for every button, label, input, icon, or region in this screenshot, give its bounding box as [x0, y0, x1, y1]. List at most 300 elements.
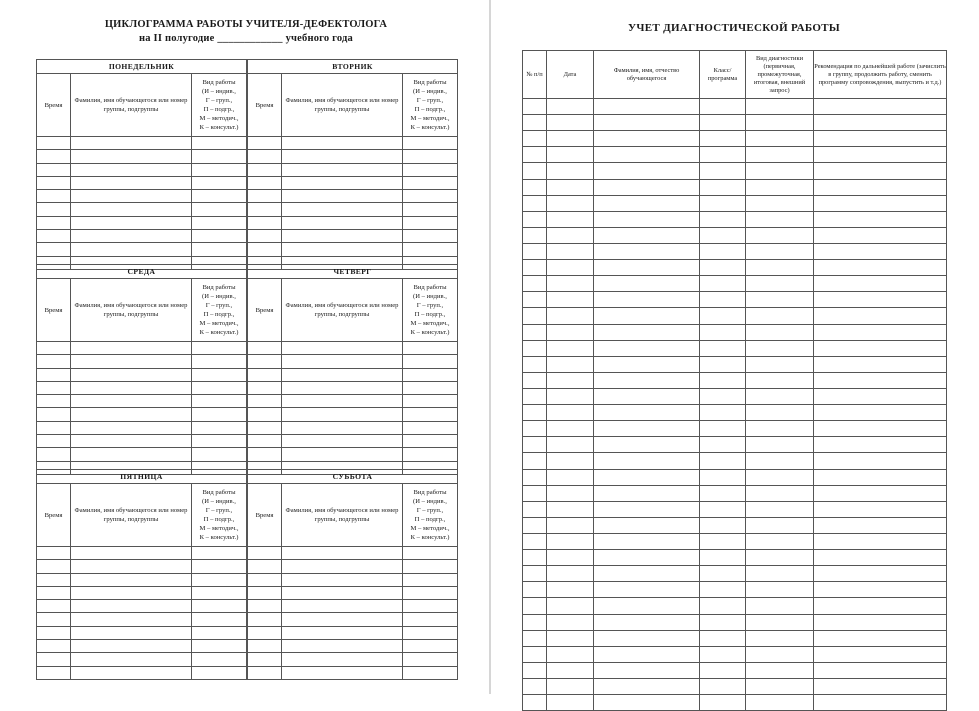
diagnostic-type-cell[interactable] — [746, 662, 814, 678]
time-cell[interactable] — [248, 395, 282, 408]
student-cell[interactable] — [282, 395, 403, 408]
student-cell[interactable] — [282, 586, 403, 599]
class-program-cell[interactable] — [700, 131, 746, 147]
class-program-cell[interactable] — [700, 550, 746, 566]
class-program-cell[interactable] — [700, 598, 746, 614]
student-cell[interactable] — [71, 573, 192, 586]
student-name-cell[interactable] — [594, 131, 700, 147]
student-cell[interactable] — [282, 203, 403, 216]
time-cell[interactable] — [37, 408, 71, 421]
class-program-cell[interactable] — [700, 227, 746, 243]
number-cell[interactable] — [523, 131, 547, 147]
time-cell[interactable] — [248, 381, 282, 394]
time-cell[interactable] — [248, 435, 282, 448]
student-name-cell[interactable] — [594, 372, 700, 388]
recommendation-cell[interactable] — [814, 308, 947, 324]
number-cell[interactable] — [523, 533, 547, 549]
student-name-cell[interactable] — [594, 550, 700, 566]
work-type-cell[interactable] — [192, 626, 247, 639]
student-cell[interactable] — [282, 243, 403, 256]
work-type-cell[interactable] — [403, 368, 458, 381]
time-cell[interactable] — [37, 653, 71, 666]
student-cell[interactable] — [71, 408, 192, 421]
time-cell[interactable] — [248, 190, 282, 203]
recommendation-cell[interactable] — [814, 582, 947, 598]
recommendation-cell[interactable] — [814, 292, 947, 308]
recommendation-cell[interactable] — [814, 131, 947, 147]
diagnostic-type-cell[interactable] — [746, 437, 814, 453]
time-cell[interactable] — [37, 216, 71, 229]
work-type-cell[interactable] — [403, 448, 458, 461]
diagnostic-type-cell[interactable] — [746, 598, 814, 614]
class-program-cell[interactable] — [700, 678, 746, 694]
student-cell[interactable] — [282, 381, 403, 394]
date-cell[interactable] — [547, 115, 594, 131]
date-cell[interactable] — [547, 276, 594, 292]
student-cell[interactable] — [282, 666, 403, 679]
work-type-cell[interactable] — [403, 243, 458, 256]
number-cell[interactable] — [523, 243, 547, 259]
time-cell[interactable] — [37, 368, 71, 381]
student-cell[interactable] — [71, 560, 192, 573]
diagnostic-type-cell[interactable] — [746, 356, 814, 372]
date-cell[interactable] — [547, 582, 594, 598]
student-cell[interactable] — [71, 381, 192, 394]
diagnostic-type-cell[interactable] — [746, 163, 814, 179]
class-program-cell[interactable] — [700, 695, 746, 711]
diagnostic-type-cell[interactable] — [746, 260, 814, 276]
number-cell[interactable] — [523, 163, 547, 179]
work-type-cell[interactable] — [192, 600, 247, 613]
student-cell[interactable] — [282, 560, 403, 573]
date-cell[interactable] — [547, 646, 594, 662]
number-cell[interactable] — [523, 501, 547, 517]
time-cell[interactable] — [37, 381, 71, 394]
student-name-cell[interactable] — [594, 533, 700, 549]
student-cell[interactable] — [282, 368, 403, 381]
time-cell[interactable] — [248, 150, 282, 163]
work-type-cell[interactable] — [192, 203, 247, 216]
number-cell[interactable] — [523, 99, 547, 115]
work-type-cell[interactable] — [403, 342, 458, 355]
student-cell[interactable] — [71, 666, 192, 679]
student-name-cell[interactable] — [594, 614, 700, 630]
class-program-cell[interactable] — [700, 421, 746, 437]
student-cell[interactable] — [282, 600, 403, 613]
work-type-cell[interactable] — [192, 368, 247, 381]
recommendation-cell[interactable] — [814, 501, 947, 517]
class-program-cell[interactable] — [700, 566, 746, 582]
time-cell[interactable] — [248, 666, 282, 679]
student-name-cell[interactable] — [594, 566, 700, 582]
recommendation-cell[interactable] — [814, 533, 947, 549]
student-cell[interactable] — [282, 176, 403, 189]
time-cell[interactable] — [248, 613, 282, 626]
class-program-cell[interactable] — [700, 614, 746, 630]
student-name-cell[interactable] — [594, 99, 700, 115]
recommendation-cell[interactable] — [814, 115, 947, 131]
work-type-cell[interactable] — [192, 421, 247, 434]
student-cell[interactable] — [71, 600, 192, 613]
class-program-cell[interactable] — [700, 324, 746, 340]
number-cell[interactable] — [523, 211, 547, 227]
student-cell[interactable] — [282, 355, 403, 368]
class-program-cell[interactable] — [700, 179, 746, 195]
class-program-cell[interactable] — [700, 630, 746, 646]
student-name-cell[interactable] — [594, 469, 700, 485]
date-cell[interactable] — [547, 421, 594, 437]
work-type-cell[interactable] — [403, 435, 458, 448]
diagnostic-type-cell[interactable] — [746, 372, 814, 388]
student-cell[interactable] — [282, 342, 403, 355]
recommendation-cell[interactable] — [814, 646, 947, 662]
time-cell[interactable] — [248, 243, 282, 256]
work-type-cell[interactable] — [192, 666, 247, 679]
number-cell[interactable] — [523, 630, 547, 646]
date-cell[interactable] — [547, 630, 594, 646]
diagnostic-type-cell[interactable] — [746, 308, 814, 324]
class-program-cell[interactable] — [700, 582, 746, 598]
student-cell[interactable] — [282, 408, 403, 421]
student-name-cell[interactable] — [594, 292, 700, 308]
time-cell[interactable] — [37, 190, 71, 203]
class-program-cell[interactable] — [700, 453, 746, 469]
diagnostic-type-cell[interactable] — [746, 501, 814, 517]
number-cell[interactable] — [523, 147, 547, 163]
class-program-cell[interactable] — [700, 276, 746, 292]
work-type-cell[interactable] — [403, 600, 458, 613]
work-type-cell[interactable] — [403, 666, 458, 679]
date-cell[interactable] — [547, 437, 594, 453]
student-name-cell[interactable] — [594, 678, 700, 694]
student-cell[interactable] — [71, 176, 192, 189]
student-name-cell[interactable] — [594, 324, 700, 340]
date-cell[interactable] — [547, 356, 594, 372]
student-name-cell[interactable] — [594, 115, 700, 131]
time-cell[interactable] — [248, 176, 282, 189]
number-cell[interactable] — [523, 356, 547, 372]
work-type-cell[interactable] — [403, 176, 458, 189]
diagnostic-type-cell[interactable] — [746, 614, 814, 630]
class-program-cell[interactable] — [700, 115, 746, 131]
work-type-cell[interactable] — [403, 560, 458, 573]
work-type-cell[interactable] — [192, 613, 247, 626]
student-cell[interactable] — [71, 613, 192, 626]
recommendation-cell[interactable] — [814, 227, 947, 243]
date-cell[interactable] — [547, 453, 594, 469]
time-cell[interactable] — [37, 203, 71, 216]
work-type-cell[interactable] — [192, 137, 247, 150]
date-cell[interactable] — [547, 227, 594, 243]
number-cell[interactable] — [523, 195, 547, 211]
diagnostic-type-cell[interactable] — [746, 131, 814, 147]
class-program-cell[interactable] — [700, 340, 746, 356]
recommendation-cell[interactable] — [814, 276, 947, 292]
diagnostic-type-cell[interactable] — [746, 550, 814, 566]
student-cell[interactable] — [71, 586, 192, 599]
recommendation-cell[interactable] — [814, 388, 947, 404]
time-cell[interactable] — [248, 560, 282, 573]
student-name-cell[interactable] — [594, 517, 700, 533]
work-type-cell[interactable] — [192, 176, 247, 189]
work-type-cell[interactable] — [403, 547, 458, 560]
recommendation-cell[interactable] — [814, 179, 947, 195]
date-cell[interactable] — [547, 340, 594, 356]
work-type-cell[interactable] — [192, 560, 247, 573]
recommendation-cell[interactable] — [814, 372, 947, 388]
student-cell[interactable] — [71, 203, 192, 216]
student-cell[interactable] — [71, 150, 192, 163]
date-cell[interactable] — [547, 147, 594, 163]
recommendation-cell[interactable] — [814, 195, 947, 211]
recommendation-cell[interactable] — [814, 695, 947, 711]
time-cell[interactable] — [37, 666, 71, 679]
recommendation-cell[interactable] — [814, 453, 947, 469]
student-cell[interactable] — [71, 216, 192, 229]
time-cell[interactable] — [37, 342, 71, 355]
work-type-cell[interactable] — [403, 216, 458, 229]
student-cell[interactable] — [71, 435, 192, 448]
class-program-cell[interactable] — [700, 356, 746, 372]
date-cell[interactable] — [547, 517, 594, 533]
time-cell[interactable] — [248, 230, 282, 243]
work-type-cell[interactable] — [192, 381, 247, 394]
class-program-cell[interactable] — [700, 147, 746, 163]
date-cell[interactable] — [547, 308, 594, 324]
date-cell[interactable] — [547, 324, 594, 340]
student-name-cell[interactable] — [594, 485, 700, 501]
student-cell[interactable] — [282, 640, 403, 653]
class-program-cell[interactable] — [700, 99, 746, 115]
diagnostic-type-cell[interactable] — [746, 517, 814, 533]
recommendation-cell[interactable] — [814, 340, 947, 356]
work-type-cell[interactable] — [192, 190, 247, 203]
work-type-cell[interactable] — [403, 408, 458, 421]
number-cell[interactable] — [523, 421, 547, 437]
recommendation-cell[interactable] — [814, 469, 947, 485]
date-cell[interactable] — [547, 195, 594, 211]
diagnostic-type-cell[interactable] — [746, 243, 814, 259]
work-type-cell[interactable] — [192, 150, 247, 163]
work-type-cell[interactable] — [403, 381, 458, 394]
student-cell[interactable] — [282, 163, 403, 176]
date-cell[interactable] — [547, 292, 594, 308]
time-cell[interactable] — [248, 368, 282, 381]
number-cell[interactable] — [523, 324, 547, 340]
recommendation-cell[interactable] — [814, 211, 947, 227]
date-cell[interactable] — [547, 695, 594, 711]
class-program-cell[interactable] — [700, 163, 746, 179]
student-name-cell[interactable] — [594, 179, 700, 195]
student-cell[interactable] — [71, 243, 192, 256]
work-type-cell[interactable] — [403, 421, 458, 434]
student-name-cell[interactable] — [594, 630, 700, 646]
work-type-cell[interactable] — [192, 573, 247, 586]
student-cell[interactable] — [282, 613, 403, 626]
time-cell[interactable] — [248, 600, 282, 613]
student-cell[interactable] — [71, 653, 192, 666]
student-cell[interactable] — [282, 421, 403, 434]
student-name-cell[interactable] — [594, 340, 700, 356]
diagnostic-type-cell[interactable] — [746, 695, 814, 711]
diagnostic-type-cell[interactable] — [746, 582, 814, 598]
number-cell[interactable] — [523, 598, 547, 614]
recommendation-cell[interactable] — [814, 260, 947, 276]
student-cell[interactable] — [71, 626, 192, 639]
class-program-cell[interactable] — [700, 211, 746, 227]
class-program-cell[interactable] — [700, 501, 746, 517]
diagnostic-type-cell[interactable] — [746, 646, 814, 662]
time-cell[interactable] — [248, 640, 282, 653]
student-name-cell[interactable] — [594, 388, 700, 404]
recommendation-cell[interactable] — [814, 485, 947, 501]
date-cell[interactable] — [547, 485, 594, 501]
time-cell[interactable] — [37, 395, 71, 408]
student-cell[interactable] — [71, 640, 192, 653]
number-cell[interactable] — [523, 582, 547, 598]
student-name-cell[interactable] — [594, 260, 700, 276]
student-name-cell[interactable] — [594, 308, 700, 324]
time-cell[interactable] — [248, 547, 282, 560]
number-cell[interactable] — [523, 388, 547, 404]
work-type-cell[interactable] — [192, 342, 247, 355]
number-cell[interactable] — [523, 437, 547, 453]
student-cell[interactable] — [282, 547, 403, 560]
number-cell[interactable] — [523, 227, 547, 243]
student-name-cell[interactable] — [594, 211, 700, 227]
number-cell[interactable] — [523, 662, 547, 678]
recommendation-cell[interactable] — [814, 163, 947, 179]
time-cell[interactable] — [37, 435, 71, 448]
work-type-cell[interactable] — [403, 395, 458, 408]
student-cell[interactable] — [282, 137, 403, 150]
work-type-cell[interactable] — [192, 163, 247, 176]
work-type-cell[interactable] — [192, 230, 247, 243]
class-program-cell[interactable] — [700, 469, 746, 485]
date-cell[interactable] — [547, 388, 594, 404]
date-cell[interactable] — [547, 99, 594, 115]
date-cell[interactable] — [547, 211, 594, 227]
number-cell[interactable] — [523, 276, 547, 292]
date-cell[interactable] — [547, 163, 594, 179]
date-cell[interactable] — [547, 243, 594, 259]
recommendation-cell[interactable] — [814, 566, 947, 582]
diagnostic-type-cell[interactable] — [746, 533, 814, 549]
diagnostic-type-cell[interactable] — [746, 340, 814, 356]
class-program-cell[interactable] — [700, 646, 746, 662]
time-cell[interactable] — [37, 150, 71, 163]
student-name-cell[interactable] — [594, 598, 700, 614]
time-cell[interactable] — [248, 216, 282, 229]
diagnostic-type-cell[interactable] — [746, 179, 814, 195]
class-program-cell[interactable] — [700, 243, 746, 259]
work-type-cell[interactable] — [192, 408, 247, 421]
time-cell[interactable] — [37, 547, 71, 560]
time-cell[interactable] — [37, 421, 71, 434]
student-cell[interactable] — [282, 653, 403, 666]
number-cell[interactable] — [523, 308, 547, 324]
work-type-cell[interactable] — [403, 230, 458, 243]
time-cell[interactable] — [248, 448, 282, 461]
recommendation-cell[interactable] — [814, 356, 947, 372]
time-cell[interactable] — [37, 560, 71, 573]
class-program-cell[interactable] — [700, 195, 746, 211]
number-cell[interactable] — [523, 646, 547, 662]
work-type-cell[interactable] — [403, 163, 458, 176]
time-cell[interactable] — [248, 626, 282, 639]
student-cell[interactable] — [282, 573, 403, 586]
time-cell[interactable] — [248, 586, 282, 599]
work-type-cell[interactable] — [403, 573, 458, 586]
student-name-cell[interactable] — [594, 695, 700, 711]
student-cell[interactable] — [71, 137, 192, 150]
diagnostic-type-cell[interactable] — [746, 453, 814, 469]
student-name-cell[interactable] — [594, 243, 700, 259]
number-cell[interactable] — [523, 550, 547, 566]
time-cell[interactable] — [248, 163, 282, 176]
recommendation-cell[interactable] — [814, 324, 947, 340]
time-cell[interactable] — [248, 355, 282, 368]
diagnostic-type-cell[interactable] — [746, 211, 814, 227]
number-cell[interactable] — [523, 372, 547, 388]
number-cell[interactable] — [523, 405, 547, 421]
work-type-cell[interactable] — [403, 653, 458, 666]
recommendation-cell[interactable] — [814, 517, 947, 533]
time-cell[interactable] — [37, 355, 71, 368]
time-cell[interactable] — [37, 600, 71, 613]
recommendation-cell[interactable] — [814, 598, 947, 614]
time-cell[interactable] — [37, 586, 71, 599]
work-type-cell[interactable] — [192, 640, 247, 653]
work-type-cell[interactable] — [403, 355, 458, 368]
recommendation-cell[interactable] — [814, 614, 947, 630]
work-type-cell[interactable] — [403, 626, 458, 639]
time-cell[interactable] — [37, 448, 71, 461]
student-name-cell[interactable] — [594, 163, 700, 179]
date-cell[interactable] — [547, 566, 594, 582]
time-cell[interactable] — [248, 573, 282, 586]
diagnostic-type-cell[interactable] — [746, 566, 814, 582]
date-cell[interactable] — [547, 598, 594, 614]
diagnostic-type-cell[interactable] — [746, 276, 814, 292]
class-program-cell[interactable] — [700, 308, 746, 324]
student-name-cell[interactable] — [594, 646, 700, 662]
date-cell[interactable] — [547, 614, 594, 630]
student-cell[interactable] — [71, 547, 192, 560]
student-name-cell[interactable] — [594, 195, 700, 211]
student-cell[interactable] — [71, 230, 192, 243]
student-name-cell[interactable] — [594, 453, 700, 469]
number-cell[interactable] — [523, 115, 547, 131]
number-cell[interactable] — [523, 260, 547, 276]
student-cell[interactable] — [282, 150, 403, 163]
work-type-cell[interactable] — [403, 640, 458, 653]
date-cell[interactable] — [547, 179, 594, 195]
student-name-cell[interactable] — [594, 147, 700, 163]
recommendation-cell[interactable] — [814, 99, 947, 115]
time-cell[interactable] — [248, 408, 282, 421]
work-type-cell[interactable] — [192, 216, 247, 229]
work-type-cell[interactable] — [192, 653, 247, 666]
work-type-cell[interactable] — [403, 150, 458, 163]
date-cell[interactable] — [547, 131, 594, 147]
work-type-cell[interactable] — [403, 137, 458, 150]
number-cell[interactable] — [523, 469, 547, 485]
time-cell[interactable] — [248, 421, 282, 434]
diagnostic-type-cell[interactable] — [746, 421, 814, 437]
recommendation-cell[interactable] — [814, 421, 947, 437]
student-name-cell[interactable] — [594, 421, 700, 437]
